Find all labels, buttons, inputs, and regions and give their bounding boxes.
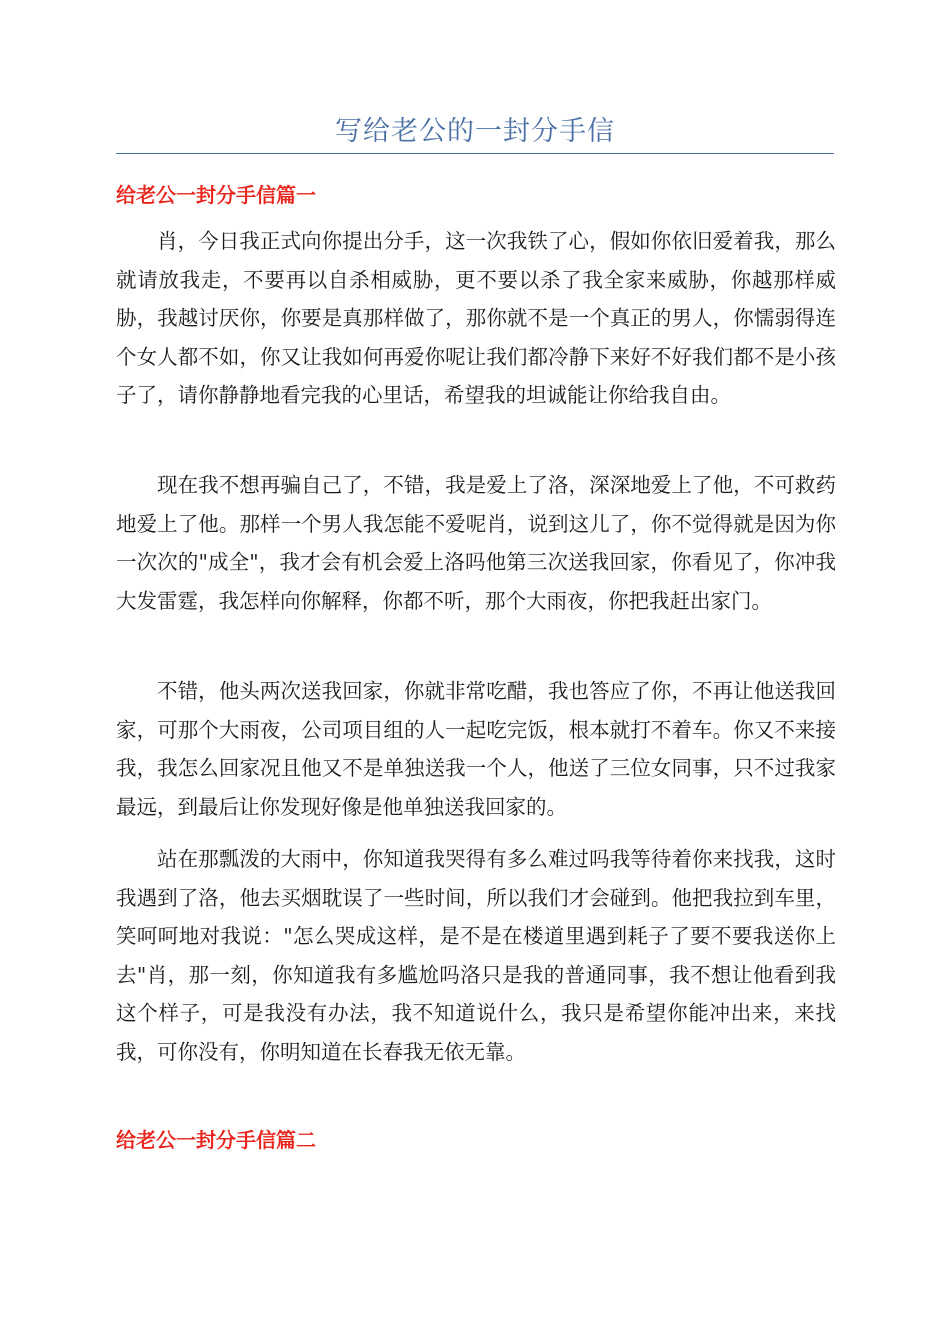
- title-underline: [116, 153, 834, 154]
- document-title: 写给老公的一封分手信: [335, 116, 615, 147]
- paragraph-1: 肖，今日我正式向你提出分手，这一次我铁了心，假如你依旧爱着我，那么就请放我走，不要再以自杀相威胁，更不要以杀了我全家来威胁，你越那样威胁，我越讨厌你，你要是真那样做了，那你就不是一个真正的男人，你懦弱得连个女人都不如，你又让我如何再爱你呢让我们都冷静下来好不好我们都不是小孩子了，请你静静地看完我的心里话，希望我的坦诚能让你给我自由。: [116, 229, 836, 407]
- paragraph-2: 现在我不想再骗自己了，不错，我是爱上了洛，深深地爱上了他，不可救药地爱上了他。那样一个男人我怎能不爱呢肖，说到这儿了，你不觉得就是因为你一次次的"成全"，我才会有机会爱上洛吗他第三次送我回家，你看见了，你冲我大发雷霆，我怎样向你解释，你都不听，那个大雨夜，你把我赶出家门。: [116, 473, 836, 613]
- section-heading-1: 给老公一封分手信篇一: [116, 183, 316, 207]
- section-heading-2: 给老公一封分手信篇二: [116, 1128, 316, 1152]
- paragraph-4: 站在那瓢泼的大雨中，你知道我哭得有多么难过吗我等待着你来找我，这时我遇到了洛，他去买烟耽误了一些时间，所以我们才会碰到。他把我拉到车里，笑呵呵地对我说："怎么哭成这样，是不是在楼道里遇到耗子了要不要我送你上去"肖，那一刻，你知道我有多尴尬吗洛只是我的普通同事，我不想让他看到我这个样子，可是我没有办法，我不知道说什么，我只是希望你能冲出来，来找我，可你没有，你明知道在长春我无依无靠。: [116, 847, 836, 1064]
- paragraph-3: 不错，他头两次送我回家，你就非常吃醋，我也答应了你，不再让他送我回家，可那个大雨夜，公司项目组的人一起吃完饭，根本就打不着车。你又不来接我，我怎么回家况且他又不是单独送我一个人，他送了三位女同事，只不过我家最远，到最后让你发现好像是他单独送我回家的。: [116, 679, 836, 819]
